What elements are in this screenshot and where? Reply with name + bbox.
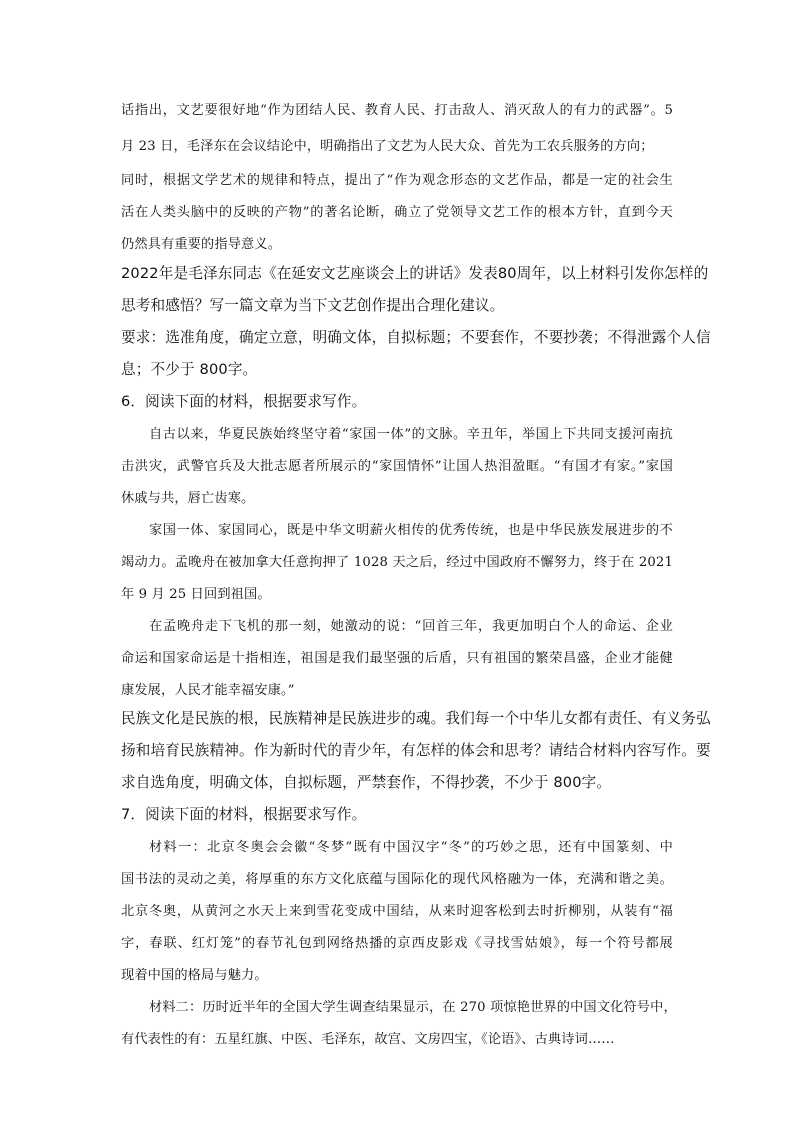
passage-line: 现着中国的格局与魅力。 <box>121 968 268 983</box>
passage-line: 仍然具有重要的指导意义。 <box>121 237 282 252</box>
prompt-line: 扬和培育民族精神。作为新时代的青少年，有怎样的体会和思考？请结合材料内容写作。要 <box>121 742 711 759</box>
requirement-line: 要求：选准角度，确定立意，明确文体，自拟标题；不要套作，不要抄袭；不得泄露个人信 <box>121 329 711 346</box>
passage-line: 话指出，文艺要很好地“作为团结人民、教育人民、打击敌人、消灭敌人的有力的武器”。5 <box>121 103 673 118</box>
passage-line: 竭动力。孟晚舟在被加拿大任意拘押了 1028 天之后，经过中国政府不懈努力，终于在 2021 <box>121 555 673 570</box>
passage-line: 字，春联、红灯笼”的春节礼包到网络热播的京西皮影戏《寻找雪姑娘》，每一个符号都展 <box>121 936 673 951</box>
prompt-line: 2022年是毛泽东同志《在延安文艺座谈会上的讲话》发表80周年，以上材料引发你怎样的 <box>121 265 709 282</box>
question-heading: 6．阅读下面的材料，根据要求写作。 <box>121 393 367 410</box>
question-heading: 7．阅读下面的材料，根据要求写作。 <box>121 806 367 823</box>
passage-line: 命运和国家命运是十指相连，祖国是我们最坚强的后盾，只有祖国的繁荣昌盛，企业才能健 <box>121 651 673 666</box>
passage-line: 北京冬奥，从黄河之水天上来到雪花变成中国结，从来时迎客松到去时折柳别，从装有“福 <box>121 904 673 919</box>
passage-line: 在孟晚舟走下飞机的那一刻，她激动的说：“回首三年，我更加明白个人的命运、企业 <box>149 619 673 634</box>
passage-line: 击洪灾，武警官兵及大批志愿者所展示的“家国情怀”让国人热泪盈眶。“有国才有家。”家国 <box>121 459 673 474</box>
passage-line: 自古以来，华夏民族始终坚守着“家国一体”的文脉。辛丑年，举国上下共同支援河南抗 <box>149 427 673 442</box>
passage-line: 休戚与共，唇亡齿寒。 <box>121 491 255 506</box>
passage-line: 材料二：历时近半年的全国大学生调查结果显示，在 270 项惊艳世界的中国文化符号中， <box>149 1000 677 1015</box>
requirement-line: 息；不少于 800字。 <box>121 361 258 378</box>
passage-line: 同时，根据文学艺术的规律和特点，提出了“作为观念形态的文艺作品，都是一定的社会生 <box>121 173 673 188</box>
passage-line: 月 23 日，毛泽东在会议结论中，明确指出了文艺为人民大众、首先为工农兵服务的方向； <box>121 139 654 154</box>
passage-line: 康发展，人民才能幸福安康。” <box>121 683 295 698</box>
passage-line: 材料一：北京冬奥会会徽“冬梦”既有中国汉字“冬”的巧妙之思，还有中国篆刻、中 <box>149 840 673 855</box>
passage-line: 国书法的灵动之美，将厚重的东方文化底蕴与国际化的现代风格融为一体，充满和谐之美。 <box>121 872 673 887</box>
passage-line: 家国一体、家国同心，既是中华文明薪火相传的优秀传统，也是中华民族发展进步的不 <box>149 523 673 538</box>
passage-line: 活在人类头脑中的反映的产物”的著名论断，确立了党领导文艺工作的根本方针，直到今天 <box>121 205 673 220</box>
prompt-line: 思考和感悟？写一篇文章为当下文艺创作提出合理化建议。 <box>121 297 505 314</box>
passage-line: 有代表性的有：五星红旗、中医、毛泽东，故宫、文房四宝，《论语》、古典诗词…… <box>121 1032 615 1047</box>
prompt-line: 民族文化是民族的根，民族精神是民族进步的魂。我们每一个中华儿女都有责任、有义务弘 <box>121 710 711 727</box>
prompt-line: 求自选角度，明确文体，自拟标题，严禁套作，不得抄袭，不少于 800字。 <box>121 774 612 791</box>
passage-line: 年 9 月 25 日回到祖国。 <box>121 587 271 602</box>
